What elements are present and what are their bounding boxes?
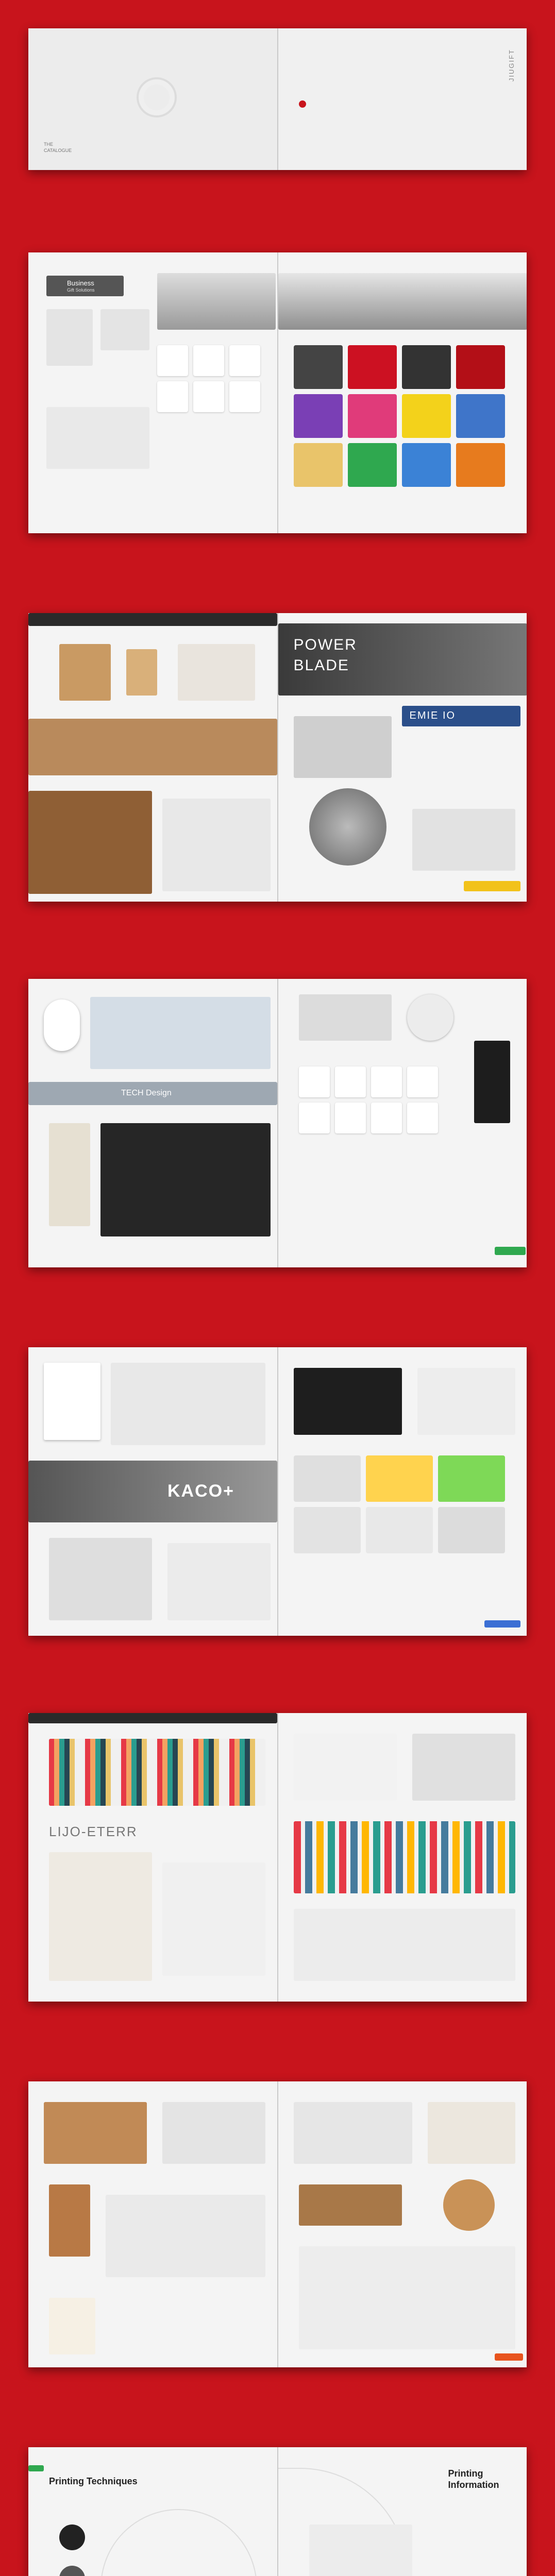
product-item bbox=[371, 1103, 402, 1133]
product-detail-panel bbox=[162, 799, 271, 891]
product-item bbox=[438, 1507, 505, 1553]
product-item bbox=[193, 381, 224, 412]
speaker-photo bbox=[309, 788, 386, 866]
product-item bbox=[299, 1066, 330, 1097]
blue-tag bbox=[484, 1620, 520, 1628]
tablet-case-photo bbox=[49, 1538, 152, 1620]
wood-speaker-photo bbox=[59, 644, 111, 701]
wood-case-photo bbox=[299, 2184, 402, 2226]
cover-title: THE bbox=[44, 142, 53, 147]
spread-power bbox=[28, 613, 527, 902]
product-grid bbox=[294, 1455, 505, 1553]
spread-kaco bbox=[28, 1347, 527, 1636]
pens-right-page bbox=[278, 1713, 527, 2002]
pen-color-range bbox=[294, 1821, 515, 1893]
tech-banner-label: TECH Design bbox=[121, 1089, 172, 1097]
intro-subheading: Gift Solutions bbox=[67, 287, 95, 293]
product-item bbox=[348, 443, 397, 487]
wood-product-photo bbox=[49, 1123, 90, 1226]
emie-label: EMIE IO bbox=[409, 710, 456, 721]
technique-ring bbox=[100, 2509, 257, 2576]
printing-right-page bbox=[278, 2447, 527, 2576]
wood-roll-photo bbox=[443, 2179, 495, 2231]
pens-left-page bbox=[28, 1713, 277, 2002]
red-dot-logo-icon bbox=[299, 100, 306, 108]
intro-left-page bbox=[28, 252, 277, 533]
wood-items-photo bbox=[294, 2102, 412, 2164]
power-left-page bbox=[28, 613, 277, 902]
product-bag bbox=[402, 345, 451, 389]
tape-photo bbox=[49, 2298, 95, 2354]
blade-label: BLADE bbox=[293, 657, 349, 674]
product-item bbox=[229, 381, 260, 412]
product-item bbox=[456, 345, 505, 389]
tech-left-page bbox=[28, 979, 277, 1267]
product-panel bbox=[106, 2195, 265, 2277]
product-item bbox=[438, 1455, 505, 1502]
green-tag bbox=[28, 2465, 44, 2471]
stationery-photo bbox=[111, 1363, 265, 1445]
lijo-label: LIJO-ETERR bbox=[49, 1824, 138, 1839]
cable-photo bbox=[167, 1543, 271, 1620]
cup-photo bbox=[49, 2184, 90, 2257]
brand-name-vertical: JIUGIFT bbox=[508, 49, 516, 82]
product-bag bbox=[348, 345, 397, 389]
kaco-label: KACO+ bbox=[167, 1481, 234, 1501]
product-item bbox=[335, 1103, 366, 1133]
hand-writing-photo bbox=[412, 1734, 515, 1801]
orange-tag bbox=[495, 2353, 523, 2361]
printing-info-title2: Information bbox=[448, 2480, 499, 2490]
city-skyline-photo bbox=[278, 273, 527, 330]
wood-desk-photo bbox=[44, 2102, 147, 2164]
top-bar bbox=[28, 613, 277, 626]
desk-left-page bbox=[28, 2081, 277, 2367]
green-tag bbox=[495, 1247, 526, 1255]
wood-banner-photo bbox=[28, 719, 277, 775]
technique-circle bbox=[59, 2566, 85, 2576]
product-item bbox=[371, 1066, 402, 1097]
kaco-banner bbox=[28, 1461, 277, 1522]
tech-right-page bbox=[278, 979, 527, 1267]
product-item bbox=[229, 345, 260, 376]
spread-intro bbox=[28, 252, 527, 533]
lamp-photo bbox=[100, 1123, 271, 1236]
product-item bbox=[402, 443, 451, 487]
product-list bbox=[157, 345, 276, 412]
desk-right-page bbox=[278, 2081, 527, 2367]
spread-printing bbox=[28, 2447, 527, 2576]
paragraph-block bbox=[46, 407, 149, 469]
pen-panel bbox=[299, 2246, 515, 2349]
intro-right-page bbox=[278, 252, 527, 533]
swirl-logo-icon bbox=[137, 77, 177, 117]
wireless-charger-photo bbox=[407, 994, 453, 1041]
pen-set-photo bbox=[417, 1368, 515, 1435]
wood-clock-photo bbox=[428, 2102, 515, 2164]
cover-subtitle: CATALOGUE bbox=[44, 148, 72, 153]
thermos-photo bbox=[474, 1041, 510, 1123]
product-item bbox=[366, 1507, 433, 1553]
pen-detail-panel bbox=[162, 1862, 265, 1976]
printing-left-page bbox=[28, 2447, 277, 2576]
wood-item-photo bbox=[126, 649, 157, 696]
product-item bbox=[456, 443, 505, 487]
technique-circle bbox=[59, 2524, 85, 2550]
product-bag bbox=[294, 345, 343, 389]
front-covers bbox=[28, 28, 527, 170]
pen-range-photo bbox=[294, 1909, 515, 1981]
cover-left-page bbox=[28, 28, 277, 170]
wood-dock-photo bbox=[28, 791, 152, 894]
paragraph-block bbox=[46, 309, 93, 366]
kaco-left-page bbox=[28, 1347, 277, 1636]
mouse-photo bbox=[44, 999, 80, 1051]
yellow-tag bbox=[464, 881, 520, 891]
printing-info-title: Printing bbox=[448, 2468, 483, 2479]
glasses-photo bbox=[412, 809, 515, 871]
product-item bbox=[157, 345, 188, 376]
product-item bbox=[157, 381, 188, 412]
power-bank-photo bbox=[294, 716, 392, 778]
lifestyle-photo-grid bbox=[90, 997, 271, 1069]
product-list bbox=[299, 1066, 464, 1133]
product-shirt bbox=[402, 394, 451, 438]
cover-right-page bbox=[278, 28, 527, 170]
gadget-photo bbox=[299, 994, 392, 1041]
pen-gift-box-photo bbox=[294, 1368, 402, 1435]
wood-product-photo bbox=[178, 644, 255, 701]
kaco-right-page bbox=[278, 1347, 527, 1636]
notebook-photo bbox=[44, 1363, 100, 1440]
spread-tech bbox=[28, 979, 527, 1267]
product-item bbox=[193, 345, 224, 376]
product-mug bbox=[294, 394, 343, 438]
printing-techniques-title: Printing Techniques bbox=[49, 2476, 138, 2486]
colored-pens-photo bbox=[49, 1739, 265, 1806]
spread-desk bbox=[28, 2081, 527, 2367]
product-item bbox=[294, 1507, 361, 1553]
power-right-page bbox=[278, 613, 527, 902]
product-item bbox=[294, 443, 343, 487]
product-mug bbox=[348, 394, 397, 438]
pen-product-photo bbox=[294, 1734, 397, 1801]
product-item bbox=[299, 1103, 330, 1133]
product-item bbox=[366, 1455, 433, 1502]
intro-heading: Business bbox=[67, 279, 94, 287]
white-sculpture-photo bbox=[49, 1852, 152, 1981]
product-grid bbox=[294, 345, 505, 487]
top-bar bbox=[28, 1713, 277, 1723]
power-label: POWER bbox=[293, 636, 357, 653]
product-item bbox=[294, 1455, 361, 1502]
spread-pens bbox=[28, 1713, 527, 2002]
city-skyline-photo bbox=[157, 273, 276, 330]
paragraph-block bbox=[100, 309, 149, 350]
product-item bbox=[407, 1066, 438, 1097]
product-item bbox=[456, 394, 505, 438]
info-table bbox=[309, 2524, 412, 2576]
desk-item-photo bbox=[162, 2102, 265, 2164]
product-item bbox=[407, 1103, 438, 1133]
product-item bbox=[335, 1066, 366, 1097]
